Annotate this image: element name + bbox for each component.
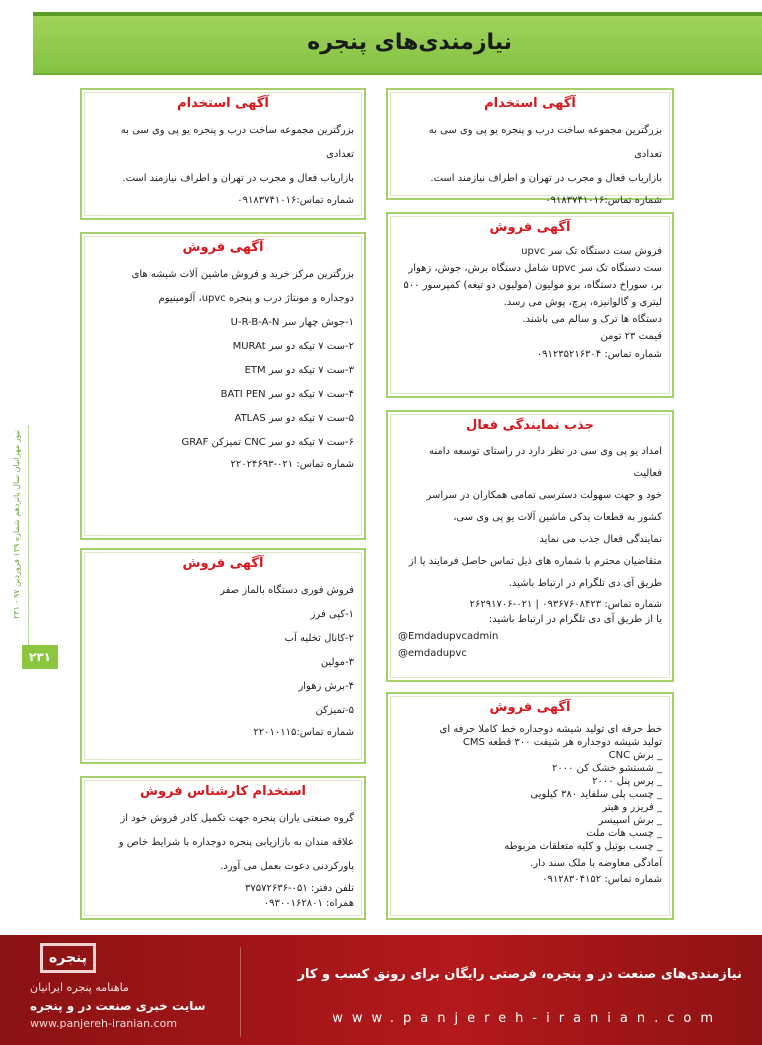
footer-slogan: نیازمندی‌های صنعت در و پنجره، فرصتی رایگان برای رونق کسب و کار bbox=[297, 967, 742, 982]
ad-line: ۲-ست ۷ تیکه دو سر MURAt bbox=[232, 341, 354, 352]
ad-sale-machines bbox=[80, 232, 366, 540]
ad-line: _ برش اسپیسر bbox=[598, 815, 662, 826]
ad-line: امداد یو پی وی سی در نظر دارد در راستای توسعه دامنه فعالیت bbox=[429, 446, 662, 479]
brand-magazine-name: ماهنامه پنجره ایرانیان bbox=[30, 981, 129, 994]
ad-line: خود و جهت سهولت دسترسی تمامی همکاران در سراسر bbox=[426, 490, 662, 501]
ad-contact: شماره تماس: ۰۹۱۲۸۳۰۴۱۵۲ bbox=[542, 874, 662, 885]
ad-line: دوجداره و مونتاژ درب و پنجره upvc، آلومینیوم bbox=[158, 293, 354, 304]
side-divider bbox=[28, 425, 29, 665]
ad-line: ۱-جوش چهار سر U-R-B-A-N bbox=[230, 317, 354, 328]
ad-title: آگهی فروش bbox=[182, 556, 264, 571]
ad-phone-office: تلفن دفتر: ۰۵۱-۳۷۵۷۲۶۳۶ bbox=[245, 883, 354, 894]
ad-line: _ برش CNC bbox=[608, 750, 662, 761]
ad-double-glazing-line bbox=[386, 692, 674, 920]
ad-line: ۶-ست ۷ تیکه دو سر CNC تمیزکن GRAF bbox=[181, 437, 354, 448]
ad-line: متقاضیان محترم با شماره های ذیل تماس حاصل فرمایند یا از bbox=[408, 556, 662, 567]
ad-title: آگهی استخدام bbox=[177, 96, 269, 111]
ad-line: نمایندگی فعال جذب می نماید bbox=[539, 534, 662, 545]
ad-title: جذب نمایندگی فعال bbox=[466, 418, 594, 433]
ad-line: _ فریزر و هیتر bbox=[602, 802, 662, 813]
ad-title: استخدام کارشناس فروش bbox=[140, 784, 306, 799]
ad-line: _ چسب هات ملت bbox=[586, 828, 662, 839]
ad-line: ۵-تمیزکن bbox=[315, 705, 354, 716]
ad-title: آگهی فروش bbox=[489, 700, 571, 715]
ad-telegram-note: یا از طریق آی دی تلگرام در ارتباط باشید: bbox=[488, 614, 662, 625]
ad-line: بازاریاب فعال و مجرب در تهران و اطراف نیازمند است. bbox=[122, 173, 354, 184]
website-link-small[interactable]: www.panjereh-iranian.com bbox=[30, 1017, 178, 1030]
ad-line: ۱-کپی فرز bbox=[310, 609, 354, 620]
ad-line: قیمت ۲۳ تومن bbox=[600, 331, 662, 342]
ad-line: فروش ست دستگاه تک سر upvc bbox=[521, 246, 662, 257]
ad-title: آگهی فروش bbox=[489, 220, 571, 235]
ad-line: _ شستشو خشک کن ۲۰۰۰ bbox=[551, 763, 662, 774]
ad-sales-expert bbox=[80, 776, 366, 920]
ad-contact: شماره تماس:۰۹۱۸۳۷۴۱۰۱۶ bbox=[545, 195, 662, 206]
telegram-id-channel[interactable]: @emdadupvc bbox=[398, 648, 467, 659]
ad-line: ۵-ست ۷ تیکه دو سر ATLAS bbox=[234, 413, 354, 424]
page-number: ۲۳۱ bbox=[22, 645, 58, 669]
ad-line: فروش فوری دستگاه بالماز صفر bbox=[220, 585, 354, 596]
ad-line: ۴-برش زهوار bbox=[298, 681, 354, 692]
ad-line: بزرگترین مجموعه ساخت درب و پنجره یو پی وی سی به تعدادی bbox=[120, 125, 354, 160]
footer bbox=[0, 935, 762, 1045]
ad-line: ۳-ست ۷ تیکه دو سر ETM bbox=[244, 365, 354, 376]
ad-sale-urgent bbox=[80, 548, 366, 764]
brand-logo: پنجره bbox=[40, 943, 96, 973]
ad-line: طریق آی دی تلگرام در ارتباط باشید. bbox=[508, 578, 662, 589]
ad-sale-upvc-set bbox=[386, 212, 674, 398]
ad-line: _ چسب پلی سلفاید ۳۸۰ کیلویی bbox=[530, 789, 662, 800]
ad-contact: شماره تماس:۰۹۱۸۳۷۴۱۰۱۶ bbox=[237, 195, 354, 206]
ad-contact: شماره تماس: ۰۹۳۶۷۶۰۸۴۲۳ | ۰۲۱-۲۶۲۹۱۷۰۶ bbox=[469, 599, 662, 610]
ad-line: لیتری و گالوانیزه، پرچ، پوش می رسد. bbox=[503, 297, 662, 308]
ad-line: ۲-کانال تخلیه آب bbox=[284, 633, 354, 644]
ad-employment-right bbox=[386, 88, 674, 206]
ad-employment-left bbox=[80, 88, 366, 220]
ad-line: ۴-ست ۷ تیکه دو سر BATI PEN bbox=[220, 389, 354, 400]
ad-agency bbox=[386, 410, 674, 682]
side-issue-text: نیوز مهرانیان سال پانزدهم شماره ۱۳۹ فروردین ۹۷ - ۲۳۱ bbox=[12, 430, 21, 620]
ad-contact: شماره تماس: ۰۲۱-۲۲۰۲۴۶۹۳ bbox=[230, 459, 354, 470]
ad-line: علاقه مندان به بازاریابی پنجره دوجداره با شرایط خاص و bbox=[118, 837, 354, 848]
ad-line: _ چسب بوتیل و کلیه متعلقات مربوطه bbox=[504, 841, 662, 852]
ad-line: تولید شیشه دوجداره هر شیفت ۳۰۰ قطعه CMS bbox=[462, 737, 662, 748]
ad-title: آگهی فروش bbox=[182, 240, 264, 255]
ad-line: خط حرفه ای تولید شیشه دوجداره خط کاملا حرفه ای bbox=[439, 724, 662, 735]
telegram-id-admin[interactable]: @Emdadupvcadmin bbox=[398, 631, 499, 642]
ad-title: آگهی استخدام bbox=[484, 96, 576, 111]
ad-line: ۳-مولین bbox=[320, 657, 354, 668]
ad-line: گروه صنعتی یاران پنجره جهت تکمیل کادر فروش خود از bbox=[120, 813, 354, 824]
ad-line: بزرگترین مرکز خرید و فروش ماشین آلات شیشه های bbox=[131, 269, 354, 280]
ad-contact: شماره تماس: ۰۹۱۲۳۵۲۱۶۳۰۴ bbox=[536, 349, 662, 360]
ad-line: آمادگی معاوضه با ملک سند دار. bbox=[530, 858, 662, 869]
page-title: نیازمندی‌های پنجره bbox=[307, 30, 512, 55]
ad-line: ست دستگاه تک سر upvc شامل دستگاه برش، جوش، زهوار bbox=[408, 263, 662, 274]
website-link-wide[interactable]: www.panjereh-iranian.com bbox=[332, 1011, 722, 1026]
ad-line: بازاریاب فعال و مجرب در تهران و اطراف نیازمند است. bbox=[430, 173, 662, 184]
brand-tagline: سایت خبری صنعت در و پنجره bbox=[30, 999, 206, 1013]
ad-line: پاورکردنی دعوت بعمل می آورد. bbox=[220, 861, 354, 872]
ad-line: دستگاه ها ترک و سالم می باشند. bbox=[522, 314, 662, 325]
ad-contact: شماره تماس:۲۲۰۱۰۱۱۵ bbox=[253, 727, 354, 738]
ad-line: بزرگترین مجموعه ساخت درب و پنجره یو پی وی سی به تعدادی bbox=[428, 125, 662, 160]
ad-phone-mobile: همراه: ۰۹۳۰۰۱۶۲۸۰۱ bbox=[263, 898, 354, 909]
ad-line: بر، سوراخ دستگاه، برو مولیون (مولیون دو تیغه) کمپرسور ۵۰۰ bbox=[403, 280, 662, 291]
header-bar bbox=[33, 12, 762, 75]
ad-line: _ پرس پنل ۲۰۰۰ bbox=[592, 776, 662, 787]
ad-line: کشور به قطعات یدکی ماشین آلات یو پی وی سی، bbox=[453, 512, 662, 523]
